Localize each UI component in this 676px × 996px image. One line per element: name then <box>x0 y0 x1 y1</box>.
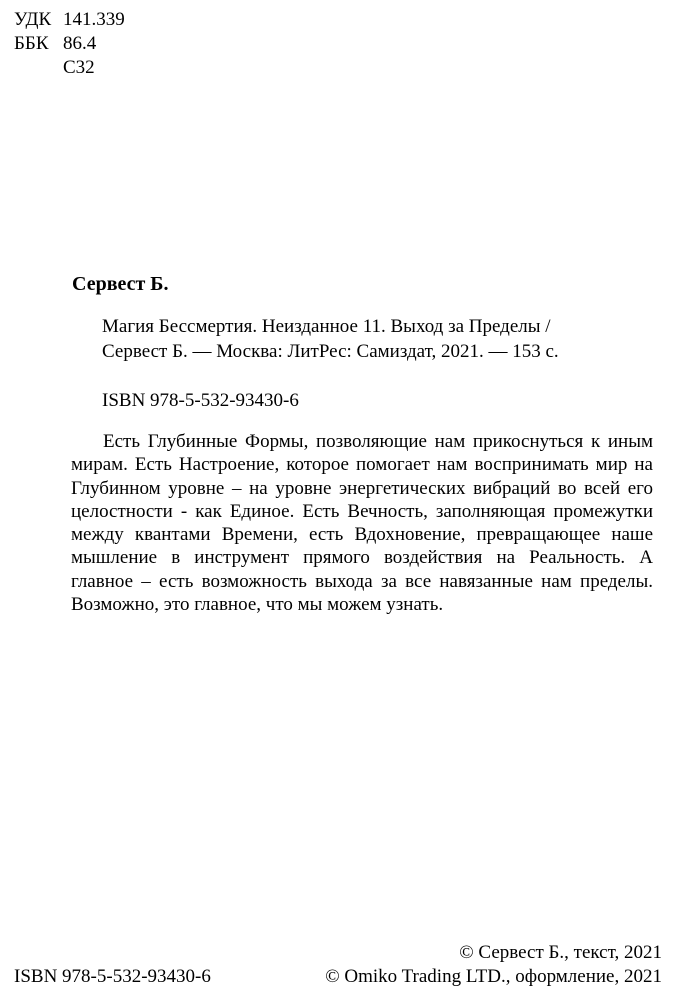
bibliographic-title-line: Магия Бессмертия. Неизданное 11. Выход за Пределы / <box>102 316 551 337</box>
author-mark: С32 <box>63 57 95 78</box>
footer-isbn: ISBN 978-5-532-93430-6 <box>14 966 211 987</box>
author-heading: Сервест Б. <box>72 273 169 295</box>
copyright-text: © Сервест Б., текст, 2021 <box>459 942 662 963</box>
bibliographic-publisher-line: Сервест Б. — Москва: ЛитРес: Самиздат, 2021. — 153 с. <box>102 341 559 362</box>
udk-value: 141.339 <box>63 9 125 30</box>
bbk-value: 86.4 <box>63 33 97 54</box>
udk-code: УДК <box>14 9 52 30</box>
isbn: ISBN 978-5-532-93430-6 <box>102 390 299 411</box>
bbk-code: ББК <box>14 33 49 54</box>
abstract-paragraph: Есть Глубинные Формы, позволяющие нам прикоснуться к иным мирам. Есть Настроение, которое помогает нам воспринимать мир на Глубинном уровне – на уровне энергетических вибраций во всей его целостности - как Единое. Есть Вечность, заполняющая промежутки между квантами Времени, есть Вдохновение, превращающее наше мышление в инструмент прямого воздействия на Реальность. А главное – есть возможность выхода за все навязанные нам пределы. Возможно, это главное, что мы можем узнать. <box>71 431 653 616</box>
copyright-design: © Omiko Trading LTD., оформление, 2021 <box>325 966 662 987</box>
